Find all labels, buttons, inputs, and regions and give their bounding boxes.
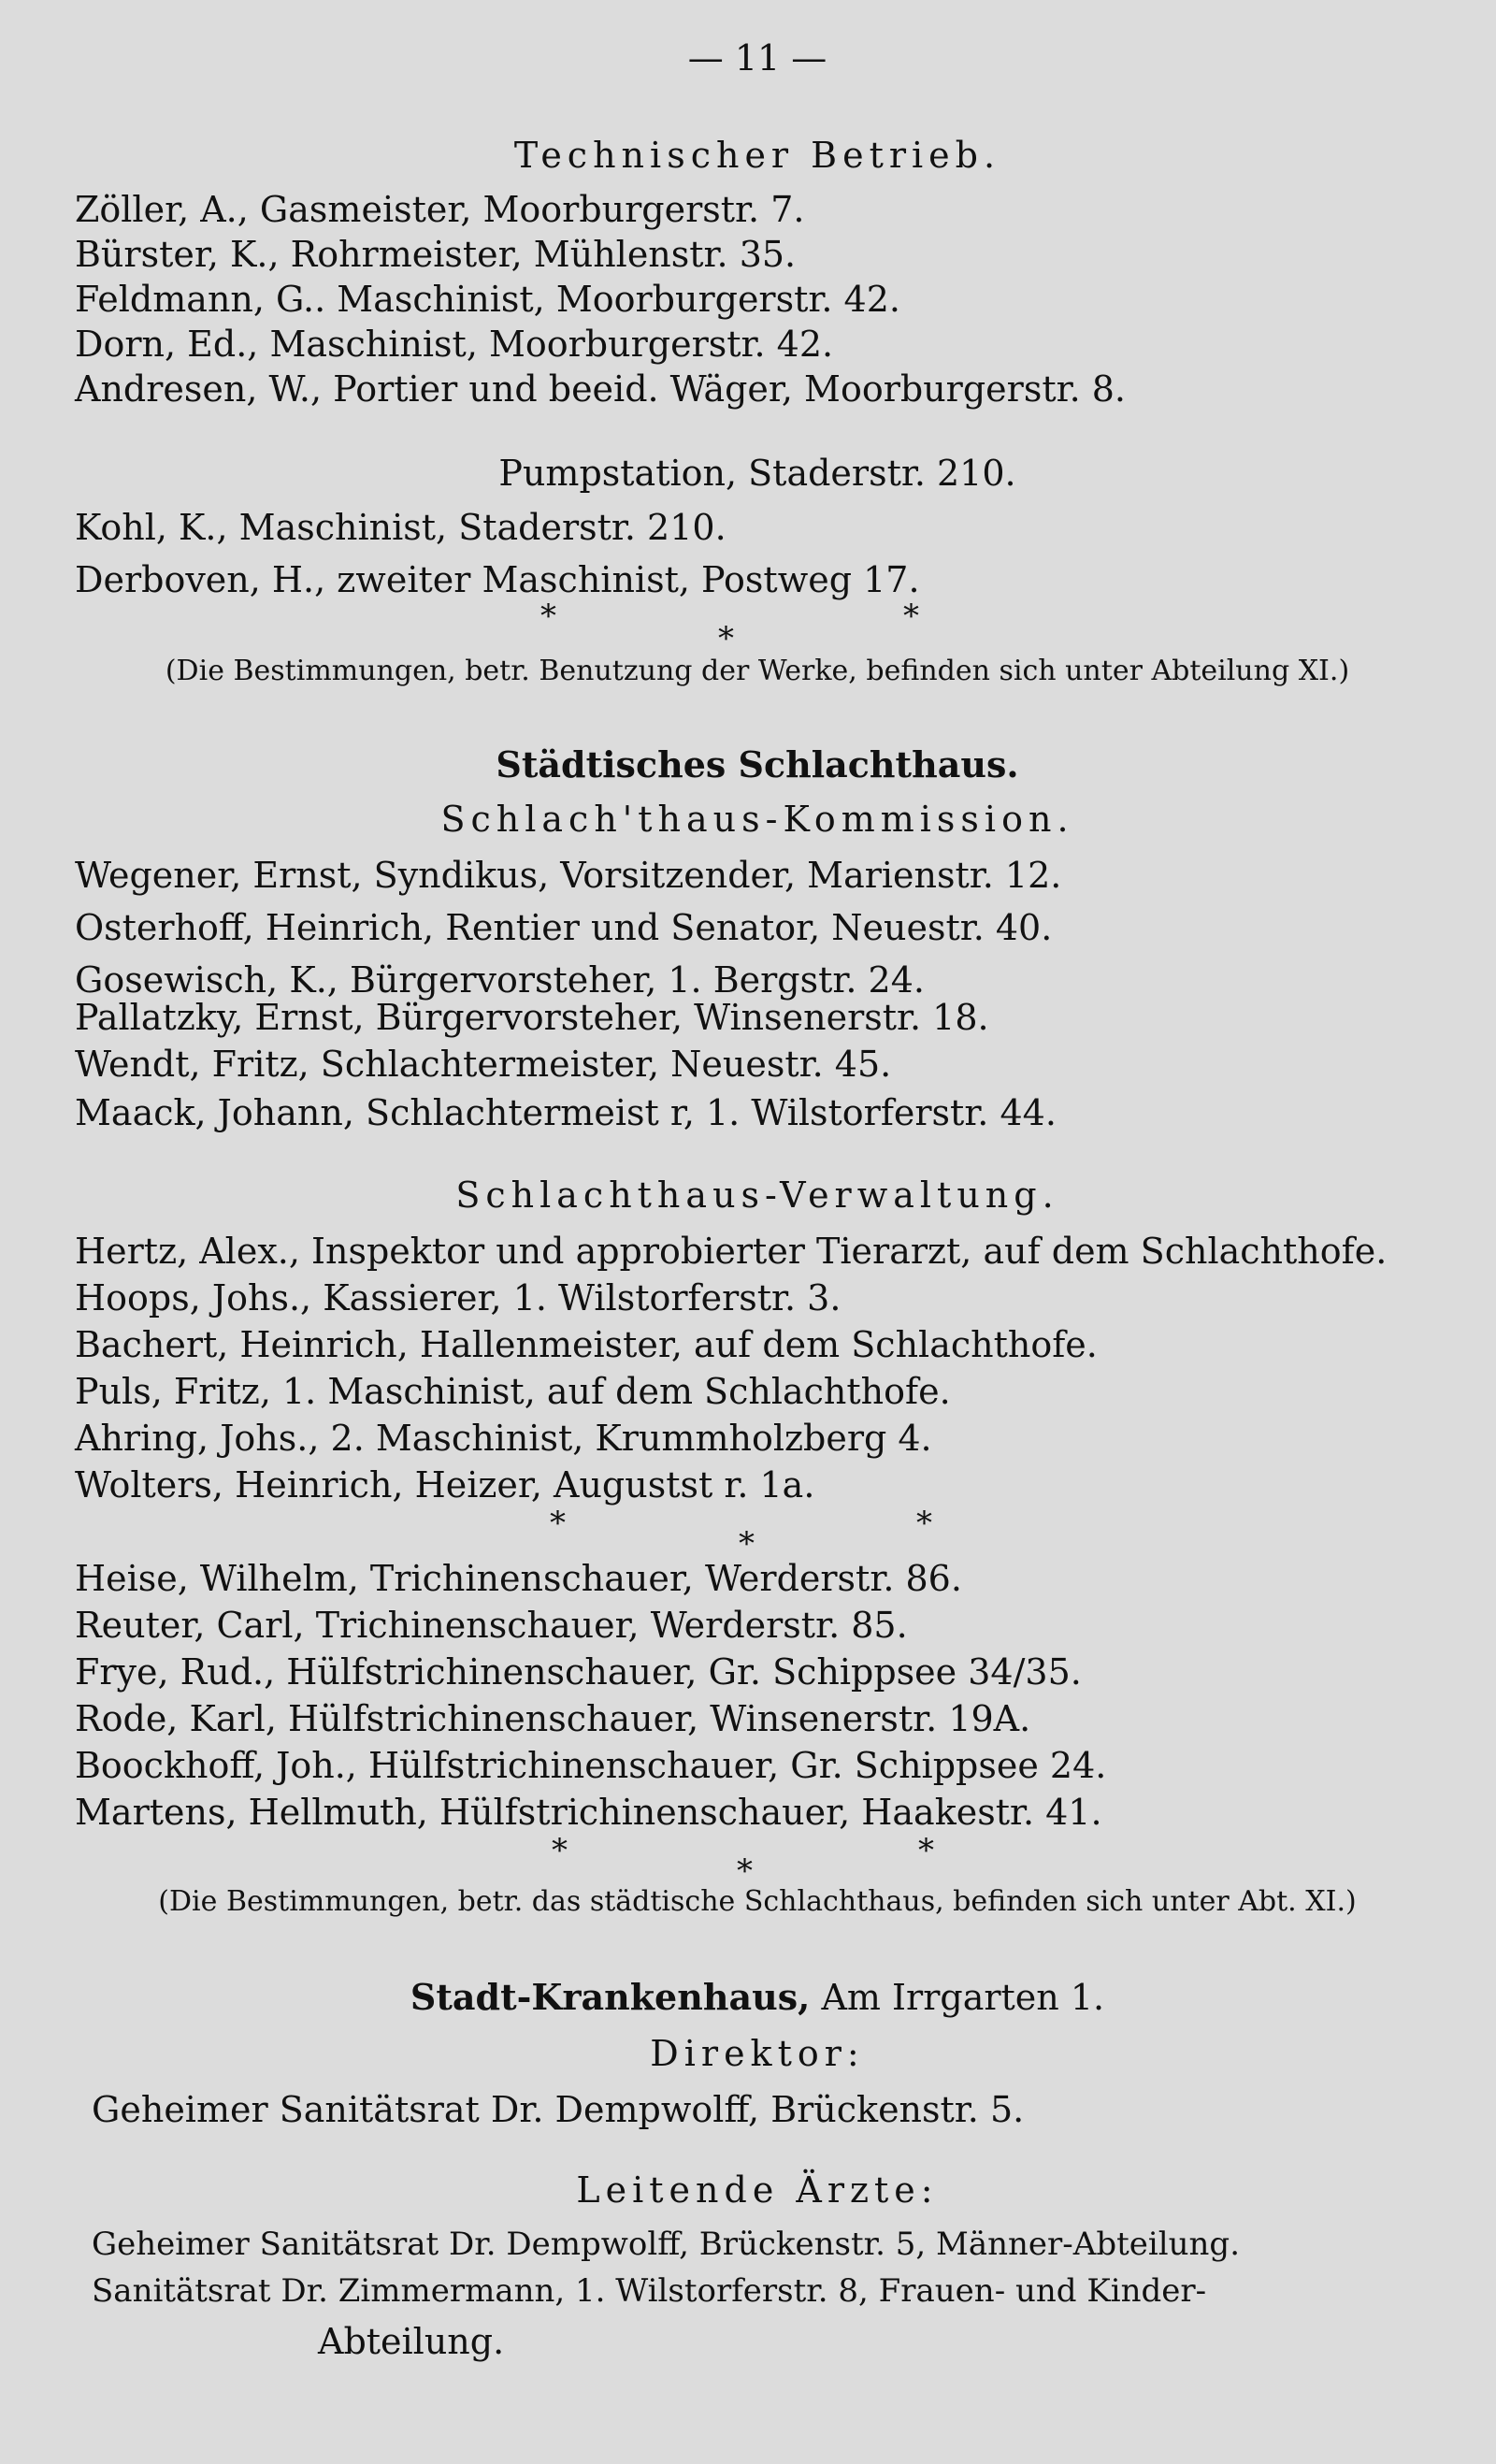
list-item: Kohl, K., Maschinist, Staderstr. 210.: [75, 507, 726, 548]
subheading-director: Direktor:: [650, 2033, 865, 2074]
page-number: — 11 —: [687, 37, 827, 79]
list-item: Heise, Wilhelm, Trichinenschauer, Werderstr. 86.: [75, 1558, 962, 1599]
asterism-left: *: [550, 1505, 566, 1542]
subheading-administration: Schlachthaus-Verwaltung.: [455, 1174, 1059, 1216]
list-item: Frye, Rud., Hülfstrichinenschauer, Gr. Schippsee 34/35.: [75, 1651, 1082, 1693]
list-item: Abteilung.: [318, 2321, 505, 2362]
list-item: Boockhoff, Joh., Hülfstrichinenschauer, Gr. Schippsee 24.: [75, 1745, 1107, 1786]
subheading-physicians: Leitende Ärzte:: [576, 2169, 939, 2211]
asterism-center: *: [737, 1852, 753, 1890]
asterism-center: *: [739, 1525, 755, 1563]
list-item: Ahring, Johs., 2. Maschinist, Krummholzberg 4.: [75, 1418, 932, 1459]
list-item: Hoops, Johs., Kassierer, 1. Wilstorferstr. 3.: [75, 1277, 842, 1318]
asterism-right: *: [903, 598, 919, 635]
list-item: Reuter, Carl, Trichinenschauer, Werderstr. 85.: [75, 1605, 908, 1646]
list-item: Bürster, K., Rohrmeister, Mühlenstr. 35.: [75, 234, 797, 275]
list-item: Wegener, Ernst, Syndikus, Vorsitzender, Marienstr. 12.: [75, 855, 1062, 896]
list-item: Zöller, A., Gasmeister, Moorburgerstr. 7.: [75, 189, 805, 230]
asterism-right: *: [916, 1505, 932, 1542]
list-item: Pallatzky, Ernst, Bürgervorsteher, Winsenerstr. 18.: [75, 997, 989, 1038]
list-item: Geheimer Sanitätsrat Dr. Dempwolff, Brückenstr. 5.: [92, 2089, 1025, 2130]
list-item: Gosewisch, K., Bürgervorsteher, 1. Bergstr. 24.: [75, 959, 925, 1001]
list-item: Rode, Karl, Hülfstrichinenschauer, Winsenerstr. 19A.: [75, 1698, 1031, 1739]
list-item: Feldmann, G.. Maschinist, Moorburgerstr. 42.: [75, 279, 900, 320]
list-item: Wolters, Heinrich, Heizer, Augustst r. 1a.: [75, 1464, 815, 1506]
list-item: Martens, Hellmuth, Hülfstrichinenschauer, Haakestr. 41.: [75, 1792, 1102, 1833]
asterism-right: *: [918, 1832, 934, 1869]
section-title-slaughterhouse: Städtisches Schlachthaus.: [496, 743, 1019, 785]
subheading-commission: Schlach'thaus-Kommission.: [440, 799, 1074, 840]
section-heading-pump: Pumpstation, Staderstr. 210.: [498, 453, 1016, 494]
list-item: Andresen, W., Portier und beeid. Wäger, Moorburgerstr. 8.: [75, 368, 1127, 410]
list-item: Hertz, Alex., Inspektor und approbierter Tierarzt, auf dem Schlachthofe.: [75, 1231, 1388, 1272]
section-title-hospital: [75, 1975, 1440, 2020]
list-item: Puls, Fritz, 1. Maschinist, auf dem Schlachthofe.: [75, 1371, 951, 1412]
list-item: Osterhoff, Heinrich, Rentier und Senator, Neuestr. 40.: [75, 907, 1053, 948]
asterism-left: *: [540, 598, 556, 635]
list-item: Geheimer Sanitätsrat Dr. Dempwolff, Brückenstr. 5, Männer-Abteilung.: [92, 2226, 1241, 2263]
list-item: Derboven, H., zweiter Maschinist, Postweg 17.: [75, 559, 920, 600]
asterism-center: *: [718, 620, 734, 657]
list-item: Maack, Johann, Schlachtermeist r, 1. Wilstorferstr. 44.: [75, 1092, 1057, 1133]
hospital-address: Am Irrgarten 1.: [821, 1977, 1105, 2018]
list-item: Bachert, Heinrich, Hallenmeister, auf dem Schlachthofe.: [75, 1324, 1098, 1365]
note-slaughterhouse: (Die Bestimmungen, betr. das städtische Schlachthaus, befinden sich unter Abt. XI.): [158, 1885, 1357, 1918]
hospital-name: Stadt-Krankenhaus,: [410, 1976, 811, 2018]
list-item: Wendt, Fritz, Schlachtermeister, Neuestr. 45.: [75, 1044, 892, 1085]
section-heading-technical: Technischer Betrieb.: [513, 135, 1001, 176]
note-pump: (Die Bestimmungen, betr. Benutzung der Werke, befinden sich unter Abteilung XI.): [165, 655, 1350, 687]
list-item: Sanitätsrat Dr. Zimmermann, 1. Wilstorferstr. 8, Frauen- und Kinder-: [92, 2272, 1207, 2310]
list-item: Dorn, Ed., Maschinist, Moorburgerstr. 42.: [75, 324, 834, 365]
asterism-left: *: [552, 1832, 568, 1869]
